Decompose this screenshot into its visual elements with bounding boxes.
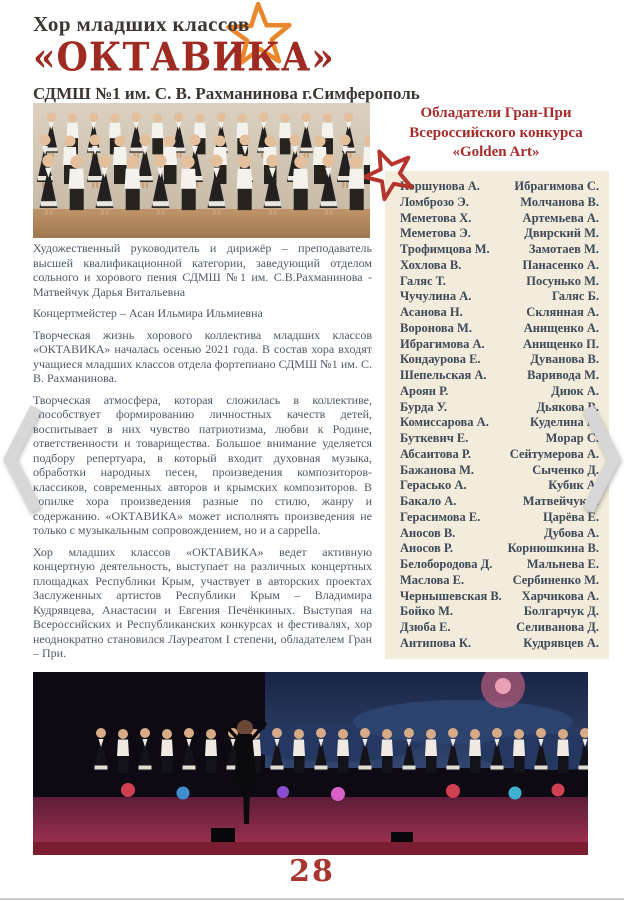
winner-name-right: Ибрагимова С. <box>514 179 599 193</box>
paragraph: Творческая жизнь хорового коллектива младших классов «ОКТАВИКА» началась осенью 2021 года. В состав хора входят учащиеся младших классов отдела фортепиано СДМШ №1 им. С. В. Рахманинова. <box>33 327 372 385</box>
winner-name-right: Корнюшкина В. <box>507 541 599 556</box>
winner-row <box>400 463 599 478</box>
paragraph: Художественный руководитель и дирижёр – преподаватель высшей квалификационной категории, заведующий отделом сольного и хорового пения СДМШ №1 им. С.В.Рахманинова - Матвейчук Дарья Витальевна <box>33 241 372 299</box>
concert-stage-photo <box>33 672 588 855</box>
winner-name-left: Белобородова Д. <box>400 557 493 571</box>
winner-row <box>400 478 599 493</box>
chevron-left-icon <box>1 401 45 517</box>
winner-row <box>400 604 599 619</box>
winner-name-right: Дьякова В. <box>536 399 599 414</box>
winner-row <box>400 541 599 556</box>
winner-name-right: Галяс Б. <box>551 289 599 304</box>
paragraph: Хор младших классов «ОКТАВИКА» ведет активную концертную деятельность, выступает на различных концертных площадках Республики Крым, участвует в авторских проектах Заслуженных артистов Республики Крым – Владимира Кудрявцева, Анастасии и Евгения Печёнкиных. Выступая на Всероссийских и Республиканских конкурсах и фестивалях, хор неоднократно становился Лауреатом I степени, обладателем Гран – При. <box>33 544 372 660</box>
paragraph: Творческая атмосфера, которая сложилась в коллективе, способствует формированию личностных качеств детей, воспитывает в них чувство патриотизма, любви к Родине, ответственности и товарищества. Большое внимание уделяется подбору репертуара, в который входит духовная музыка, обработки народных песен, произведения композиторов-классиков, современных авторов и крымских композиторов. В копилке хора произведения разные по стилю, жанру и содержанию. «ОКТАВИКА» может исполнять произведения не только с музыкальным сопровождением, но и a cappella. <box>33 392 372 537</box>
winner-name-right: Болгарчук Д. <box>523 604 599 619</box>
winner-name-left: Ароян Р. <box>400 383 449 398</box>
winner-name-left: Шепельская А. <box>400 368 487 382</box>
page-header <box>33 12 420 104</box>
winner-name-left: Бойко М. <box>400 604 454 619</box>
winner-name-right: Посунько М. <box>526 273 599 288</box>
choir-pretitle: Хор младших классов <box>33 12 250 36</box>
grand-prix-winners-list <box>385 171 609 659</box>
winner-name-left: Ибрагимова А. <box>400 336 485 351</box>
winner-row <box>400 305 599 320</box>
winner-name-right: Кубик А. <box>548 478 599 493</box>
winner-name-right: Харчикова А. <box>521 588 599 603</box>
nav-next-button[interactable] <box>579 401 623 517</box>
winner-row <box>400 368 599 383</box>
chevron-right-icon <box>579 401 623 517</box>
winner-name-right: Анищенко П. <box>523 336 599 351</box>
winner-name-left: Асанова Н. <box>400 305 463 319</box>
winner-name-left: Бакало А. <box>400 494 457 508</box>
winner-row <box>400 179 599 194</box>
winner-name-right: Панасенко А. <box>522 257 599 272</box>
winner-name-right: Сербиненко М. <box>512 572 599 587</box>
winner-name-right: Кудрявцев А. <box>523 635 599 650</box>
winner-row <box>400 211 599 226</box>
winner-name-right: Матвейчук Р. <box>522 494 599 508</box>
choir-group-photo <box>33 103 370 238</box>
winner-name-left: Кондаурова Е. <box>400 352 481 367</box>
winner-row <box>400 620 599 635</box>
winner-name-left: Бажанова М. <box>400 462 475 477</box>
winner-name-left: Буткевич Е. <box>400 431 469 445</box>
winner-name-left: Чучулина А. <box>400 289 472 304</box>
winner-row <box>400 400 599 415</box>
star-red-icon <box>364 146 416 211</box>
winner-row <box>400 573 599 588</box>
nav-prev-button[interactable] <box>1 401 45 517</box>
winner-name-right: Склянная А. <box>526 305 599 319</box>
winner-name-right: Дубова А. <box>544 525 599 540</box>
winner-row <box>400 431 599 446</box>
winner-row <box>400 494 599 509</box>
awards-heading-line: Всероссийского конкурса <box>409 124 583 141</box>
winner-name-left: Герасько А. <box>400 478 467 493</box>
winner-row <box>400 384 599 399</box>
winner-name-right: Замотаев М. <box>528 242 599 256</box>
school-subtitle: СДМШ №1 им. С. В. Рахманинова г.Симферополь <box>33 83 420 103</box>
winner-name-left: Галяс Т. <box>400 273 446 288</box>
winner-name-right: Сейтумерова А. <box>509 446 599 461</box>
winner-name-right: Царёва Е. <box>542 509 599 524</box>
winner-row <box>400 589 599 604</box>
winner-name-right: Сыченко Д. <box>532 462 599 477</box>
winner-row <box>400 195 599 210</box>
winner-name-left: Абсаитова Р. <box>400 446 472 461</box>
winner-row <box>400 415 599 430</box>
winner-name-left: Дзюба Е. <box>400 620 451 634</box>
winner-row <box>400 526 599 541</box>
winner-name-left: Герасимова Е. <box>400 509 481 524</box>
winner-row <box>400 274 599 289</box>
winner-row <box>400 352 599 367</box>
winner-row <box>400 226 599 241</box>
winner-name-right: Морар С. <box>545 431 599 445</box>
winner-name-left: Меметова Э. <box>400 226 471 241</box>
winner-name-left: Коршунова А. <box>400 179 480 193</box>
winner-row <box>400 447 599 462</box>
winner-name-right: Двирский М. <box>524 226 599 241</box>
winner-name-left: Хохлова В. <box>400 257 462 272</box>
winner-row <box>400 242 599 257</box>
winner-name-right: Селиванова Д. <box>516 620 599 634</box>
winner-row <box>400 258 599 273</box>
winner-name-left: Аносов В. <box>400 525 456 540</box>
winner-name-right: Анищенко А. <box>523 320 599 335</box>
winner-name-left: Маслова Е. <box>400 572 465 587</box>
winner-name-left: Ломброзо Э. <box>400 194 469 209</box>
winner-name-left: Трофимцова М. <box>400 242 490 256</box>
winner-name-right: Мальнева Е. <box>526 557 599 571</box>
winner-name-right: Дуванова В. <box>530 352 599 367</box>
winner-name-right: Куделина А. <box>529 415 599 430</box>
paragraph: Концертмейстер – Асан Ильмира Ильмиевна <box>33 306 263 320</box>
winner-row <box>400 289 599 304</box>
winner-name-left: Комиссарова А. <box>400 415 489 430</box>
page-number: 28 <box>289 854 335 889</box>
winner-row <box>400 557 599 572</box>
awards-heading-line: «Golden Art» <box>452 144 540 160</box>
winner-name-right: Варивода М. <box>527 368 599 382</box>
winner-row <box>400 510 599 525</box>
winner-row <box>400 321 599 336</box>
winner-name-left: Антипова К. <box>400 635 472 650</box>
article-text <box>33 241 372 665</box>
winner-name-left: Аносов Р. <box>400 541 454 556</box>
winner-name-right: Диюк А. <box>551 383 599 398</box>
awards-heading-line: Обладатели Гран-При <box>420 105 572 121</box>
winner-name-right: Молчанова В. <box>520 194 599 209</box>
winner-name-left: Бурда У. <box>400 399 447 414</box>
winner-row <box>400 636 599 651</box>
winner-row <box>400 337 599 352</box>
winner-name-left: Меметова Х. <box>400 210 472 225</box>
winner-name-left: Чернышевская В. <box>400 588 502 603</box>
page-title: «ОКТАВИКА» <box>33 34 335 81</box>
winner-name-right: Артемьева А. <box>522 210 599 225</box>
winner-name-left: Воронова М. <box>400 320 472 335</box>
